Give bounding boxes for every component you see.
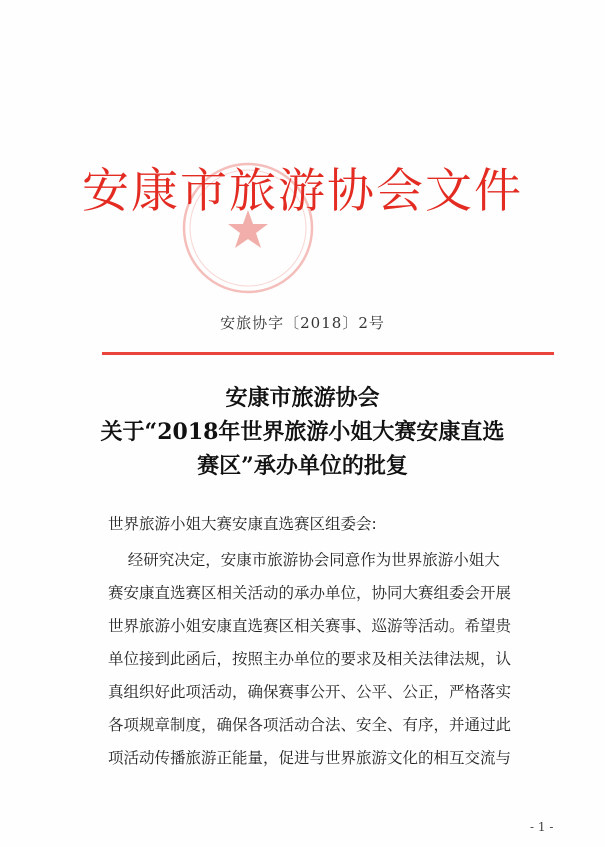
page-number: - 1 - bbox=[530, 820, 554, 834]
organization-header-title: 安康市旅游协会文件 bbox=[82, 164, 523, 219]
title-line: 赛区”承办单位的批复 bbox=[197, 453, 408, 479]
red-divider-rule bbox=[102, 352, 554, 355]
title-line: 关于“2018年世界旅游小姐大赛安康直选 bbox=[100, 419, 505, 445]
body-line: 真组织好此项活动，确保赛事公开、公平、公正，严格落实 bbox=[108, 683, 512, 701]
body-line: 经研究决定，安康市旅游协会同意作为世界旅游小姐大 bbox=[108, 551, 500, 569]
document-title bbox=[0, 381, 605, 483]
body-line: 各项规章制度，确保各项活动合法、安全、有序，并通过此 bbox=[108, 716, 512, 734]
salutation: 世界旅游小姐大赛安康直选赛区组委会: bbox=[108, 515, 377, 533]
body-line: 单位接到此函后，按照主办单位的要求及相关法律法规，认 bbox=[108, 650, 512, 668]
title-line: 安康市旅游协会 bbox=[225, 385, 380, 411]
document-number: 安旅协字〔2018〕2号 bbox=[220, 314, 385, 332]
body-line: 世界旅游小姐安康直选赛区相关赛事、巡游等活动。希望贵 bbox=[108, 617, 512, 635]
body-line: 赛安康直选赛区相关活动的承办单位，协同大赛组委会开展 bbox=[108, 584, 512, 602]
body-line: 项活动传播旅游正能量，促进与世界旅游文化的相互交流与 bbox=[108, 749, 512, 767]
body-paragraph bbox=[108, 544, 554, 775]
